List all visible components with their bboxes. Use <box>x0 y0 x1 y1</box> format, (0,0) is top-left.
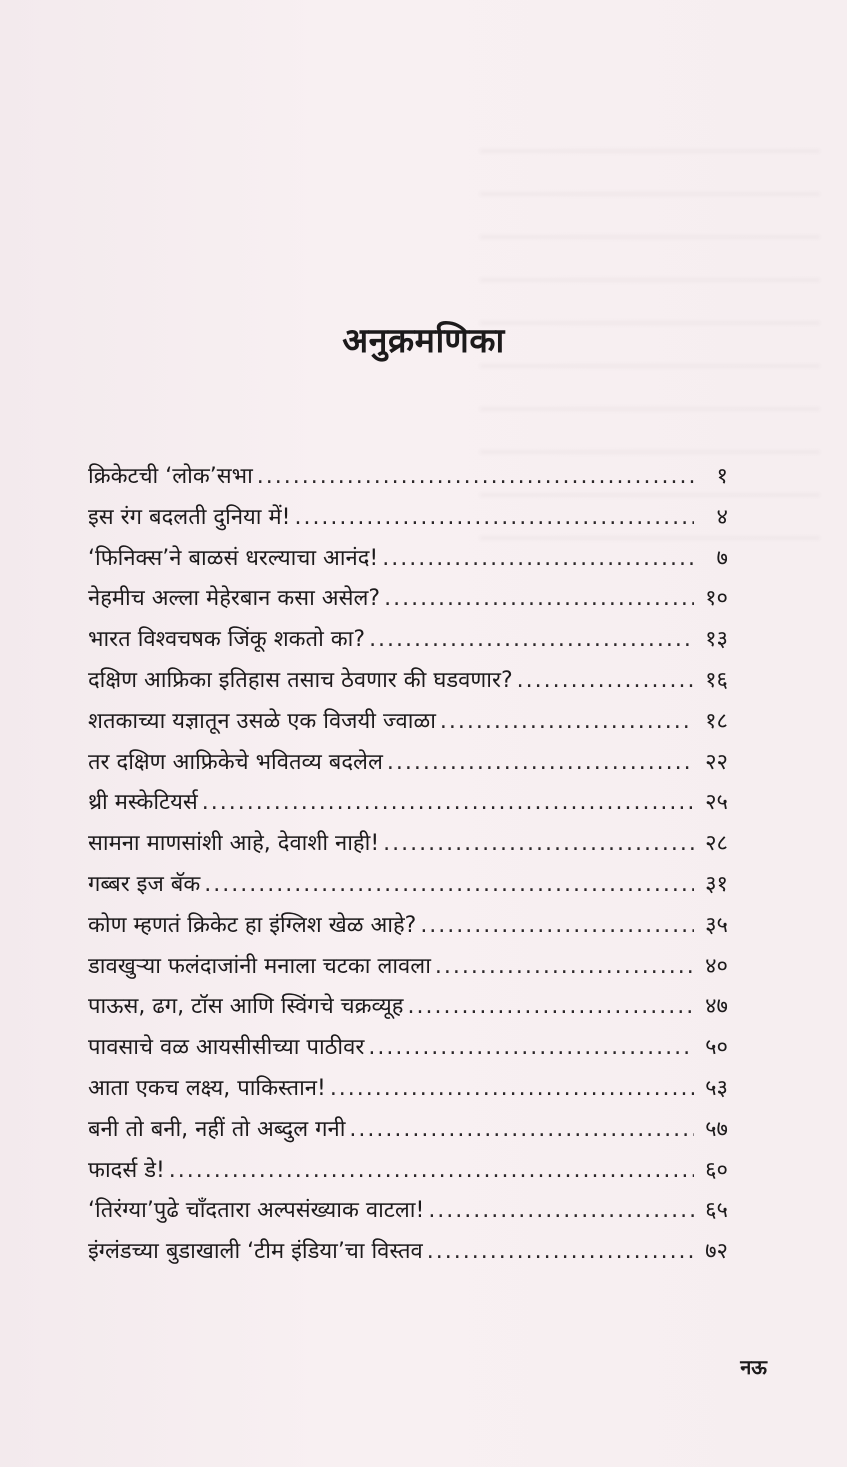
toc-leader-dots <box>435 954 694 979</box>
toc-leader-dots <box>440 709 694 734</box>
toc-entry-page: ७२ <box>705 1239 728 1265</box>
toc-entry-page: ६० <box>705 1157 728 1183</box>
toc-entry-page: १० <box>705 586 728 612</box>
toc-entry-page: १३ <box>705 627 728 653</box>
toc-leader-dots <box>428 1198 694 1223</box>
toc-leader-dots <box>420 913 694 938</box>
toc-entry-page: १८ <box>705 708 728 734</box>
toc-entry-page: २२ <box>705 749 728 775</box>
page-number: नऊ <box>740 1355 767 1379</box>
toc-entry <box>88 501 728 542</box>
toc-entry-page: ५३ <box>705 1075 728 1101</box>
toc-entry <box>88 746 728 787</box>
toc-entry-page: ३१ <box>705 871 728 897</box>
toc-entry-page: २५ <box>705 790 728 816</box>
toc-entry-title: सामना माणसांशी आहे, देवाशी नाही! <box>88 831 380 857</box>
toc-entry-title: भारत विश्वचषक जिंकू शकतो का? <box>88 627 366 653</box>
toc-leader-dots <box>427 1239 694 1264</box>
toc-entry-title: ‘फिनिक्स’ने बाळसं धरल्याचा आनंद! <box>88 545 379 571</box>
toc-entry <box>88 664 728 705</box>
toc-entry <box>88 786 728 827</box>
toc-entry-title: पावसाचे वळ आयसीसीच्या पाठीवर <box>88 1035 365 1061</box>
toc-entry <box>88 990 728 1031</box>
toc-leader-dots <box>204 872 694 897</box>
toc-leader-dots <box>368 1035 694 1060</box>
toc-entry-page: ६५ <box>705 1198 728 1224</box>
toc-leader-dots <box>407 994 694 1019</box>
toc-entry-title: ‘तिरंग्या’पुढे चाँदतारा अल्पसंख्याक वाटला! <box>88 1198 425 1224</box>
toc-leader-dots <box>330 1076 694 1101</box>
toc-entry <box>88 582 728 623</box>
toc-entry-page: २८ <box>705 831 728 857</box>
toc-entry <box>88 1072 728 1113</box>
toc-entry-page: ७ <box>716 545 728 571</box>
toc-entry-title: पाऊस, ढग, टॉस आणि स्विंगचे चक्रव्यूह <box>88 994 404 1020</box>
toc-leader-dots <box>383 831 694 856</box>
toc-leader-dots <box>169 1158 694 1183</box>
toc-leader-dots <box>382 546 694 571</box>
toc-entry <box>88 705 728 746</box>
toc-entry-title: नेहमीच अल्ला मेहेरबान कसा असेल? <box>88 586 381 612</box>
toc-entry-title: क्रिकेटची ‘लोक’सभा <box>88 464 253 489</box>
toc-entry-page: ५० <box>705 1035 728 1061</box>
toc-entry-title: इस रंग बदलती दुनिया में! <box>88 504 291 530</box>
toc-entry <box>88 909 728 950</box>
toc-leader-dots <box>369 627 694 652</box>
toc-entry-page: १ <box>716 464 728 489</box>
toc-leader-dots <box>517 668 694 693</box>
toc-entry <box>88 1154 728 1195</box>
toc-entry-title: तर दक्षिण आफ्रिकेचे भवितव्य बदलेल <box>88 749 383 775</box>
toc-entry <box>88 827 728 868</box>
toc-entry-page: ४७ <box>705 994 728 1020</box>
toc-entry <box>88 1113 728 1154</box>
toc-leader-dots <box>294 505 694 530</box>
toc-leader-dots <box>349 1117 694 1142</box>
toc-entry-page: ५७ <box>705 1116 728 1142</box>
toc-entry-page: १६ <box>705 667 728 693</box>
toc-entry-title: फादर्स डे! <box>88 1157 165 1183</box>
toc-entry-page: ४ <box>716 504 728 530</box>
toc-entry-title: दक्षिण आफ्रिका इतिहास तसाच ठेवणार की घडवणार? <box>88 667 513 693</box>
toc-leader-dots <box>257 464 694 489</box>
toc-entry-title: बनी तो बनी, नहीं तो अब्दुल गनी <box>88 1116 346 1142</box>
toc-leader-dots <box>384 586 694 611</box>
toc-entry <box>88 1235 728 1276</box>
toc-entry <box>88 1194 728 1235</box>
toc-leader-dots <box>202 790 694 815</box>
toc-entry-title: डावखुऱ्या फलंदाजांनी मनाला चटका लावला <box>88 953 431 979</box>
toc-entry <box>88 1031 728 1072</box>
toc-entry-title: गब्बर इज बॅक <box>88 871 201 897</box>
toc-entry-title: कोण म्हणतं क्रिकेट हा इंग्लिश खेळ आहे? <box>88 912 417 938</box>
toc-entry-title: थ्री मस्केटियर्स <box>88 790 198 816</box>
toc-entry-title: शतकाच्या यज्ञातून उसळे एक विजयी ज्वाळा <box>88 708 436 734</box>
toc-entry <box>88 542 728 583</box>
toc-entry <box>88 868 728 909</box>
toc-entry-page: ३५ <box>705 912 728 938</box>
toc-entry <box>88 460 728 501</box>
toc-entry-title: आता एकच लक्ष्य, पाकिस्तान! <box>88 1075 326 1101</box>
toc-entry <box>88 623 728 664</box>
toc-leader-dots <box>387 750 694 775</box>
table-of-contents <box>88 460 728 1276</box>
toc-entry-page: ४० <box>705 953 728 979</box>
toc-entry-title: इंग्लंडच्या बुडाखाली ‘टीम इंडिया’चा विस्तव <box>88 1239 423 1265</box>
page-title: अनुक्रमणिका <box>342 321 505 361</box>
toc-entry <box>88 950 728 991</box>
